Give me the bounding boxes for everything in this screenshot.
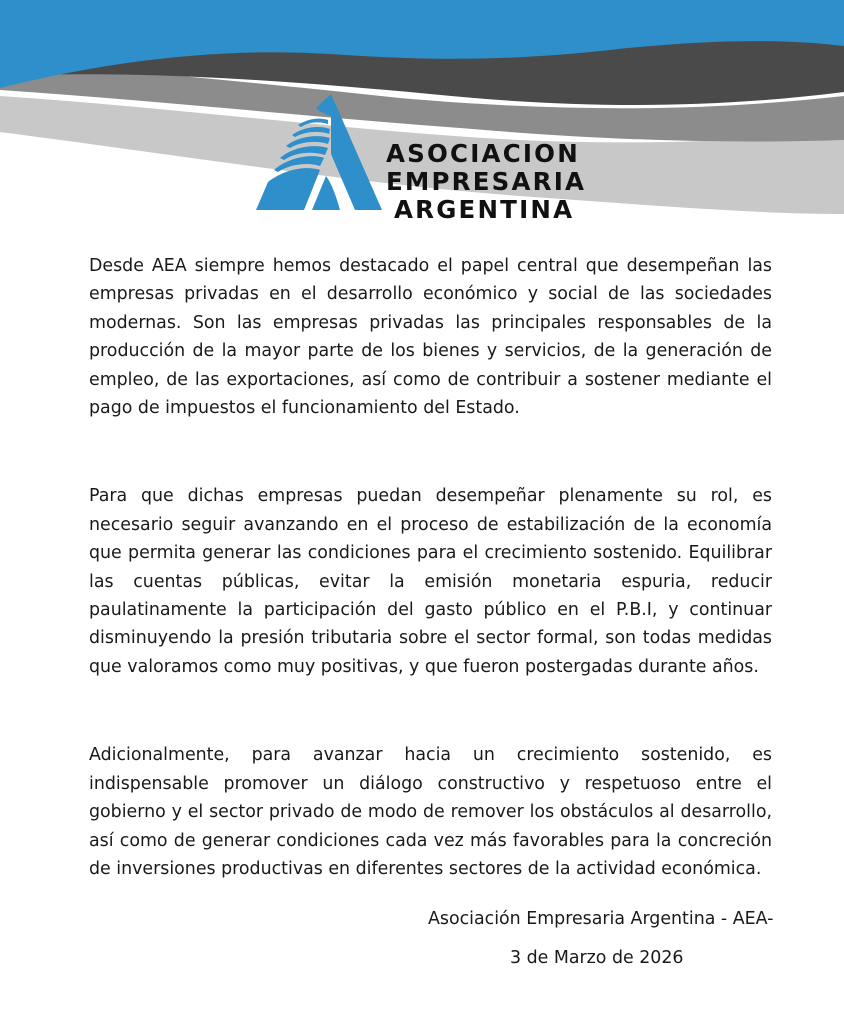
signature: Asociación Empresaria Argentina - AEA- — [428, 909, 774, 929]
paragraph-1: Desde AEA siempre hemos destacado el papel central que desempeñan las empresas privadas en el desarrollo económico y social de las sociedades modernas. Son las empresas privadas las principales responsables de la producción de la mayor parte de los bienes y servicios, de la generación de empleo, de las exportaciones, así como de contribuir a sostener mediante el pago de impuestos el funcionamiento del Estado. — [89, 256, 772, 419]
statement-body — [89, 252, 772, 883]
paragraph-2: Para que dichas empresas puedan desempeñar plenamente su rol, es necesario seguir avanzando en el proceso de estabilización de la economía que permita generar las condiciones para el crecimiento sostenido. Equilibrar las cuentas públicas, evitar la emisión monetaria espuria, reducir paulatinamente la participación del gasto público en el P.B.I, y continuar disminuyendo la presión tributaria sobre el sector formal, son todas medidas que valoramos como muy positivas, y que fueron postergadas durante años. — [89, 486, 772, 677]
statement-date: 3 de Marzo de 2026 — [510, 948, 684, 968]
aea-logo — [256, 92, 587, 224]
logo-line-argentina: ARGENTINA — [394, 195, 575, 224]
paragraph-3: Adicionalmente, para avanzar hacia un crecimiento sostenido, es indispensable promover un diálogo constructivo y respetuoso entre el gobierno y el sector privado de modo de remover los obstáculos al desarrollo, así como de generar condiciones cada vez más favorables para la concreción de inversiones productivas en diferentes sectores de la actividad económica. — [89, 745, 772, 879]
aea-logo-wordmark — [378, 140, 586, 224]
aea-triangle-globe-icon — [256, 92, 382, 212]
logo-line-empresaria: EMPRESARIA — [386, 167, 587, 196]
logo-line-asociacion: ASOCIACION — [386, 139, 580, 168]
